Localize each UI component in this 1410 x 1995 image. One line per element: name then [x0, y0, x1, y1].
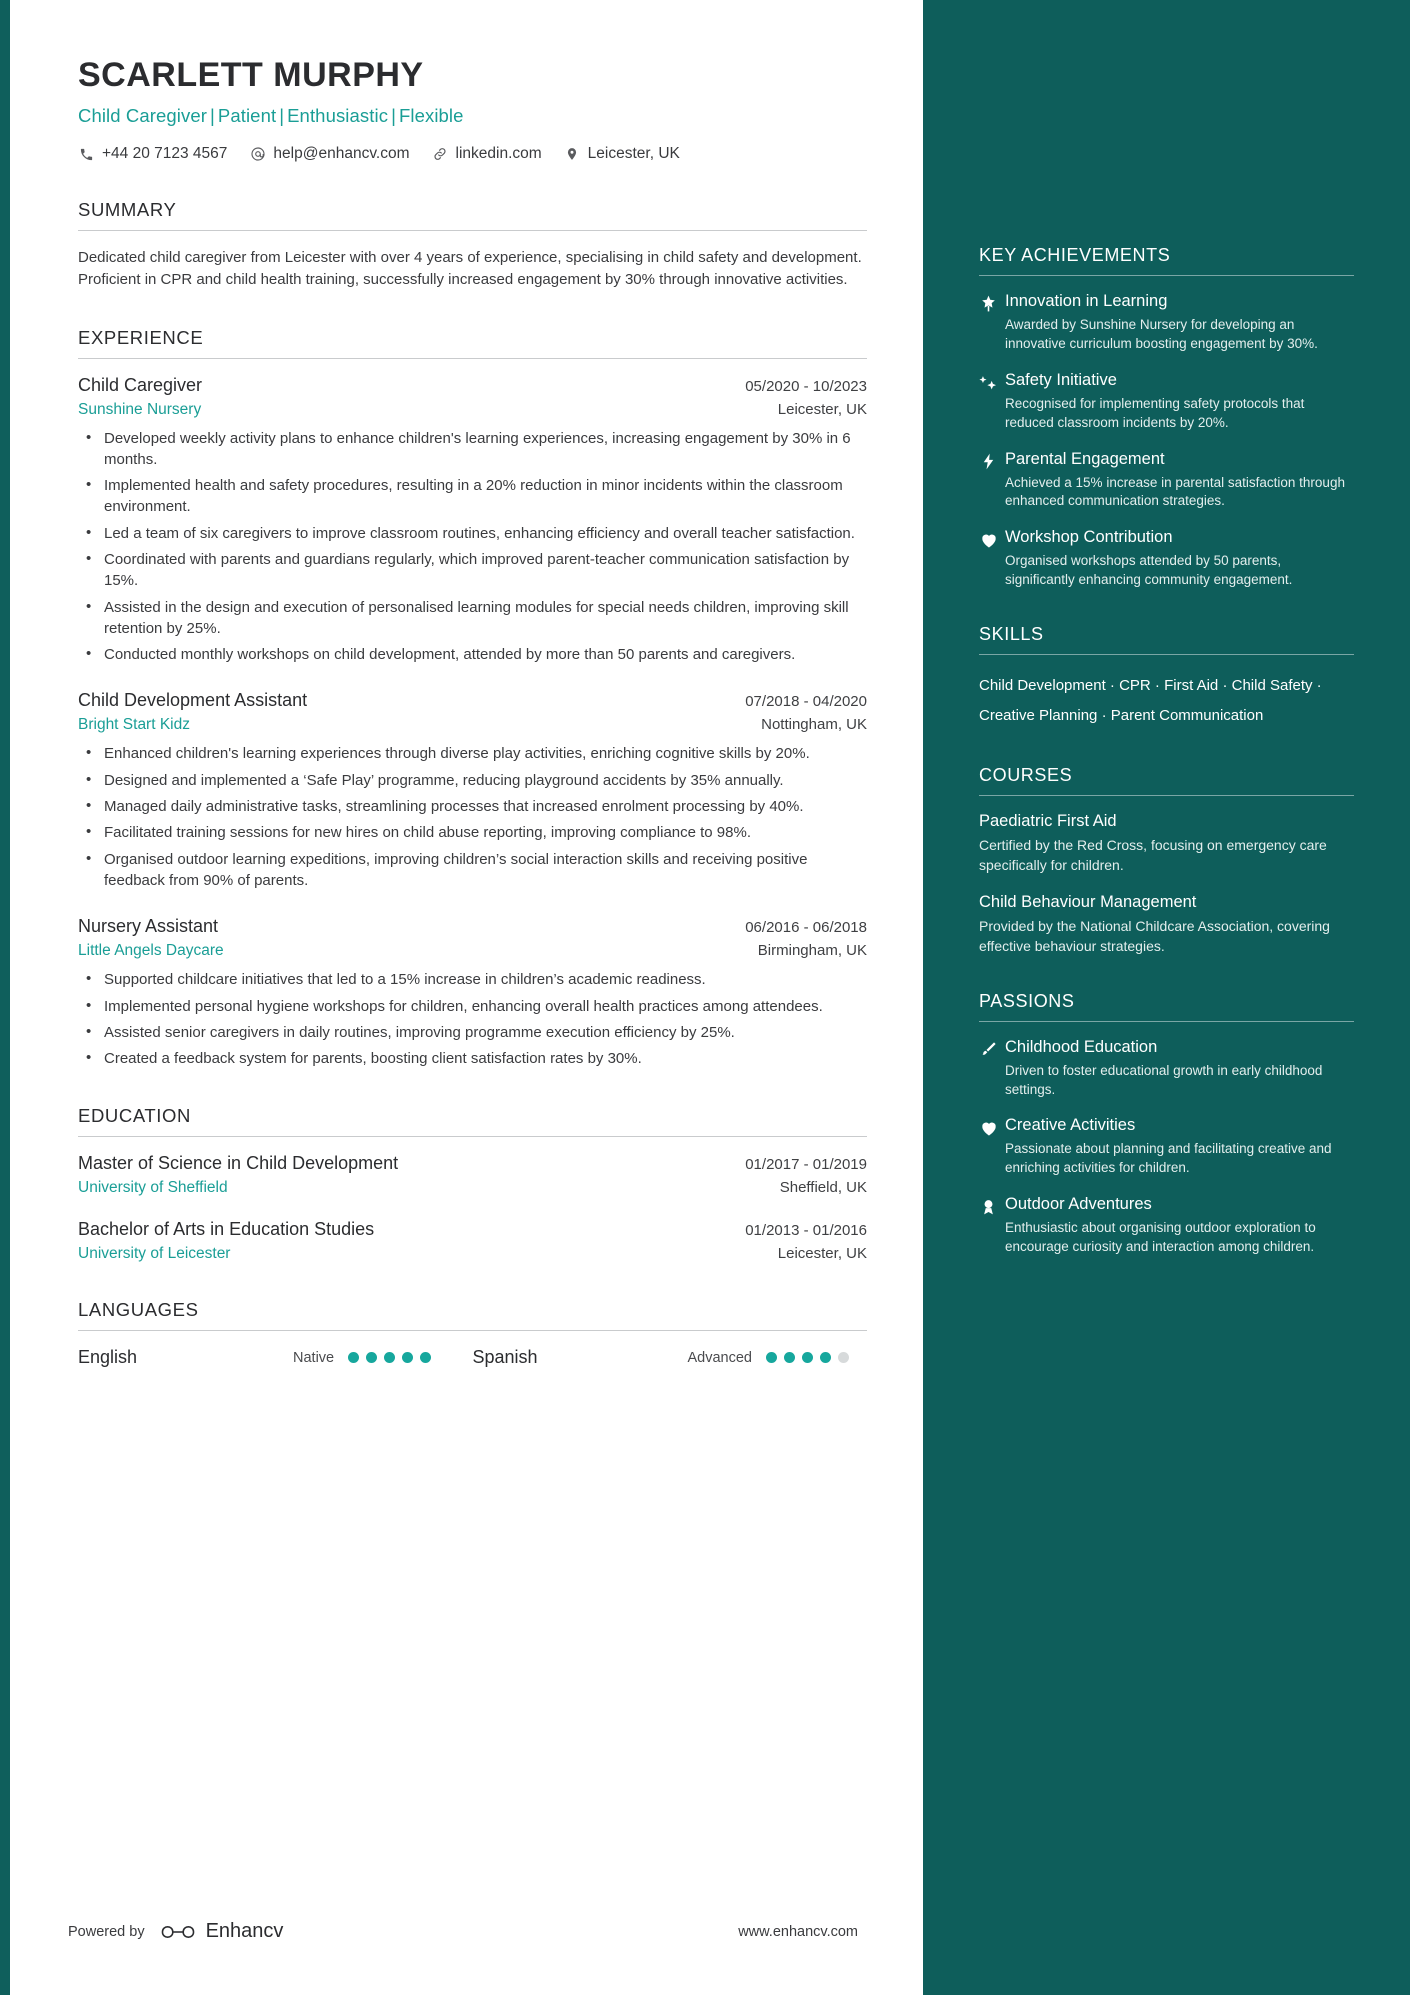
contact-location-text: Leicester, UK: [587, 145, 680, 162]
course-desc: Certified by the Red Cross, focusing on emergency care specifically for children.: [979, 837, 1327, 873]
passion-desc: Enthusiastic about organising outdoor exploration to encourage curiosity and interaction among children.: [1005, 1220, 1316, 1255]
bolt-icon: [979, 450, 1005, 512]
headline-separator: |: [391, 105, 396, 126]
skills-section: [979, 624, 1354, 731]
achievements-section: [979, 245, 1354, 590]
skills-title: SKILLS: [979, 624, 1354, 655]
skill-item: Child Development: [979, 677, 1106, 695]
headline-separator: |: [210, 105, 215, 126]
course-desc: Provided by the National Childcare Association, covering effective behaviour strategies.: [979, 917, 1330, 954]
education-location: Leicester, UK: [777, 1245, 867, 1263]
contact-link[interactable]: [432, 145, 542, 163]
education-degree: Bachelor of Arts in Education Studies: [78, 1219, 375, 1240]
rating-dot: [784, 1352, 795, 1363]
language-rating: [348, 1352, 431, 1363]
job-bullet: • Assisted in the design and execution of personalised learning modules for special needs children, improving skill retention by 25%.: [102, 597, 867, 640]
passion-item: [979, 1116, 1354, 1178]
main-content: [10, 0, 923, 1368]
email-icon: [249, 146, 266, 163]
location-icon: [564, 146, 581, 163]
skill-item: Creative Planning: [979, 707, 1098, 725]
language-level: Native: [293, 1349, 335, 1366]
link-icon: [432, 146, 449, 163]
job-role: Child Development Assistant: [78, 690, 308, 711]
rating-dot: [402, 1352, 413, 1363]
education-dates: 01/2017 - 01/2019: [745, 1156, 867, 1174]
skill-item: Parent Communication: [1110, 707, 1264, 725]
course-title: Paediatric First Aid: [979, 812, 1117, 831]
contact-phone-text: +44 20 7123 4567: [102, 145, 228, 162]
job-bullet: • Supported childcare initiatives that led to a 15% increase in children’s academic readiness.: [102, 969, 867, 990]
achievement-title: Parental Engagement: [1005, 449, 1165, 468]
job-dates: 07/2018 - 04/2020: [745, 693, 867, 711]
passion-title: Childhood Education: [1005, 1037, 1158, 1056]
job-dates: 05/2020 - 10/2023: [745, 377, 867, 395]
job-bullet: • Led a team of six caregivers to improve classroom routines, enhancing efficiency and overall teacher satisfaction.: [102, 523, 867, 544]
skill-item: Child Safety: [1231, 677, 1313, 695]
language-item: [78, 1347, 473, 1368]
job-location: Nottingham, UK: [761, 716, 867, 734]
enhancv-wordmark: Enhancv: [205, 1920, 284, 1942]
education-degree: Master of Science in Child Development: [78, 1153, 399, 1174]
course-title: Child Behaviour Management: [979, 892, 1197, 911]
skill-item: CPR: [1119, 677, 1151, 695]
job-bullet: • Organised outdoor learning expeditions, improving children’s social interaction skills and receiving positive feedback from 90% of parents.: [102, 849, 867, 892]
passion-desc: Driven to foster educational growth in early childhood settings.: [1005, 1062, 1323, 1097]
headline-part: Flexible: [398, 105, 464, 126]
passions-title: PASSIONS: [979, 991, 1354, 1022]
skill-item: First Aid: [1164, 677, 1219, 695]
job-bullet: • Enhanced children's learning experiences through diverse play activities, enriching cognitive skills by 20%.: [102, 743, 867, 764]
job-bullet: • Facilitated training sessions for new hires on child abuse reporting, improving compliance to 98%.: [102, 822, 867, 843]
headline-part: Enthusiastic: [287, 105, 389, 126]
heart-icon: [979, 528, 1005, 590]
right-sidebar: [923, 0, 1410, 1995]
job-bullet: • Implemented health and safety procedures, resulting in a 20% reduction in minor incidents within the classroom environment.: [102, 475, 867, 518]
enhancv-logo: [159, 1920, 284, 1943]
powered-by-block: [68, 1920, 283, 1943]
brush-icon: [979, 1038, 1005, 1100]
footer-website: www.enhancv.com: [738, 1923, 858, 1940]
achievement-item: [979, 292, 1354, 354]
job-dates: 06/2016 - 06/2018: [745, 919, 867, 937]
education-section: [78, 1105, 867, 1263]
rating-dot: [366, 1352, 377, 1363]
achievements-title: KEY ACHIEVEMENTS: [979, 245, 1354, 276]
heart-icon: [979, 1116, 1005, 1178]
contact-phone: [78, 145, 227, 163]
courses-title: COURSES: [979, 765, 1354, 796]
contact-location: [564, 145, 680, 163]
summary-text: Dedicated child caregiver from Leicester with over 4 years of experience, specialising in child safety and development. Proficient in CPR and child health training, successfully increased engagement by 30% through innovative activities.: [78, 249, 862, 288]
languages-row: [78, 1347, 867, 1368]
experience-item: [78, 375, 867, 666]
job-bullet: • Coordinated with parents and guardians regularly, which improved parent-teacher communication satisfaction by 15%.: [102, 549, 867, 592]
education-school: University of Leicester: [78, 1245, 231, 1263]
job-company: Little Angels Daycare: [78, 942, 224, 960]
medal-icon: [979, 1195, 1005, 1257]
rating-dot: [348, 1352, 359, 1363]
achievement-item: [979, 528, 1354, 590]
contact-email-text: help@enhancv.com: [273, 145, 410, 162]
job-company: Sunshine Nursery: [78, 400, 202, 418]
experience-section: [78, 327, 867, 1070]
course-item: [979, 893, 1354, 957]
page-title: SCARLETT MURPHY: [78, 56, 424, 94]
languages-section: [78, 1299, 867, 1368]
experience-item: [78, 916, 867, 1069]
education-location: Sheffield, UK: [779, 1179, 867, 1197]
achievement-title: Workshop Contribution: [1005, 528, 1173, 547]
contact-row: [78, 145, 867, 163]
job-bullet: • Created a feedback system for parents, boosting client satisfaction rates by 30%.: [102, 1048, 867, 1069]
job-bullet: • Assisted senior caregivers in daily routines, improving programme execution efficiency by 25%.: [102, 1022, 867, 1043]
rating-dot: [766, 1352, 777, 1363]
job-bullets: [78, 743, 867, 891]
sparkle-icon: [979, 371, 1005, 433]
achievement-title: Safety Initiative: [1005, 370, 1117, 389]
passion-item: [979, 1038, 1354, 1100]
job-location: Birmingham, UK: [757, 942, 867, 960]
rating-dot: [802, 1352, 813, 1363]
rating-dot: [384, 1352, 395, 1363]
language-name: Spanish: [472, 1347, 538, 1368]
achievement-item: [979, 450, 1354, 512]
contact-link-text: linkedin.com: [455, 145, 542, 162]
achievement-desc: Organised workshops attended by 50 parents, significantly enhancing community engagement.: [1005, 553, 1293, 588]
job-bullet: • Managed daily administrative tasks, streamlining processes that increased enrolment processing by 40%.: [102, 796, 867, 817]
language-name: English: [78, 1347, 138, 1368]
job-role: Child Caregiver: [78, 374, 203, 395]
education-item: [78, 1153, 867, 1197]
headline: [78, 105, 867, 127]
headline-part: Patient: [217, 105, 277, 126]
achievement-item: [979, 371, 1354, 433]
education-item: [78, 1219, 867, 1263]
experience-item: [78, 690, 867, 891]
job-company: Bright Start Kidz: [78, 716, 190, 734]
job-bullet: • Developed weekly activity plans to enhance children's learning experiences, increasing engagement by 30% in 6 months.: [102, 428, 867, 471]
passion-item: [979, 1195, 1354, 1257]
rating-dot: [420, 1352, 431, 1363]
experience-title: EXPERIENCE: [78, 327, 867, 359]
headline-separator: |: [279, 105, 285, 126]
language-rating: [766, 1352, 849, 1363]
job-bullet: • Designed and implemented a ‘Safe Play’ programme, reducing playground accidents by 35% annually.: [102, 770, 867, 791]
summary-title: SUMMARY: [78, 199, 867, 231]
language-item: [473, 1347, 868, 1368]
achievement-title: Innovation in Learning: [1005, 292, 1168, 310]
left-accent-bar: [0, 0, 10, 1995]
job-role: Nursery Assistant: [78, 916, 219, 937]
achievement-desc: Achieved a 15% increase in parental satisfaction through enhanced communication strategies.: [1005, 474, 1345, 509]
star-icon: [979, 292, 1005, 354]
passion-title: Creative Activities: [1005, 1116, 1136, 1135]
passion-desc: Passionate about planning and facilitating creative and enriching activities for children.: [1005, 1141, 1332, 1176]
contact-email[interactable]: [249, 145, 409, 163]
footer: [68, 1920, 858, 1943]
job-location: Leicester, UK: [777, 400, 867, 418]
passions-section: [979, 991, 1354, 1257]
skills-list: Child Development · CPR · First Aid · Child Safety · Creative Planning · Parent Communication: [979, 677, 1322, 725]
rating-dot: [820, 1352, 831, 1363]
phone-icon: [78, 146, 95, 163]
education-dates: 01/2013 - 01/2016: [745, 1222, 867, 1240]
job-bullets: [78, 428, 867, 666]
job-bullet: • Conducted monthly workshops on child development, attended by more than 50 parents and caregivers.: [102, 644, 867, 665]
headline-part: Child Caregiver: [78, 105, 207, 126]
languages-title: LANGUAGES: [78, 1299, 867, 1331]
achievement-desc: Awarded by Sunshine Nursery for developing an innovative curriculum boosting engagement by 30%.: [1005, 317, 1318, 351]
rating-dot: [838, 1352, 849, 1363]
courses-section: [979, 765, 1354, 957]
summary-section: [78, 199, 867, 291]
achievement-desc: Recognised for implementing safety protocols that reduced classroom incidents by 20%.: [1005, 395, 1305, 430]
education-school: University of Sheffield: [78, 1179, 228, 1197]
job-bullets: [78, 969, 867, 1069]
course-item: [979, 812, 1354, 876]
education-title: EDUCATION: [78, 1105, 867, 1137]
job-bullet: • Implemented personal hygiene workshops for children, enhancing overall health practices among attendees.: [102, 996, 867, 1017]
language-level: Advanced: [687, 1349, 752, 1366]
powered-by-label: Powered by: [68, 1923, 145, 1940]
passion-title: Outdoor Adventures: [1005, 1195, 1152, 1214]
